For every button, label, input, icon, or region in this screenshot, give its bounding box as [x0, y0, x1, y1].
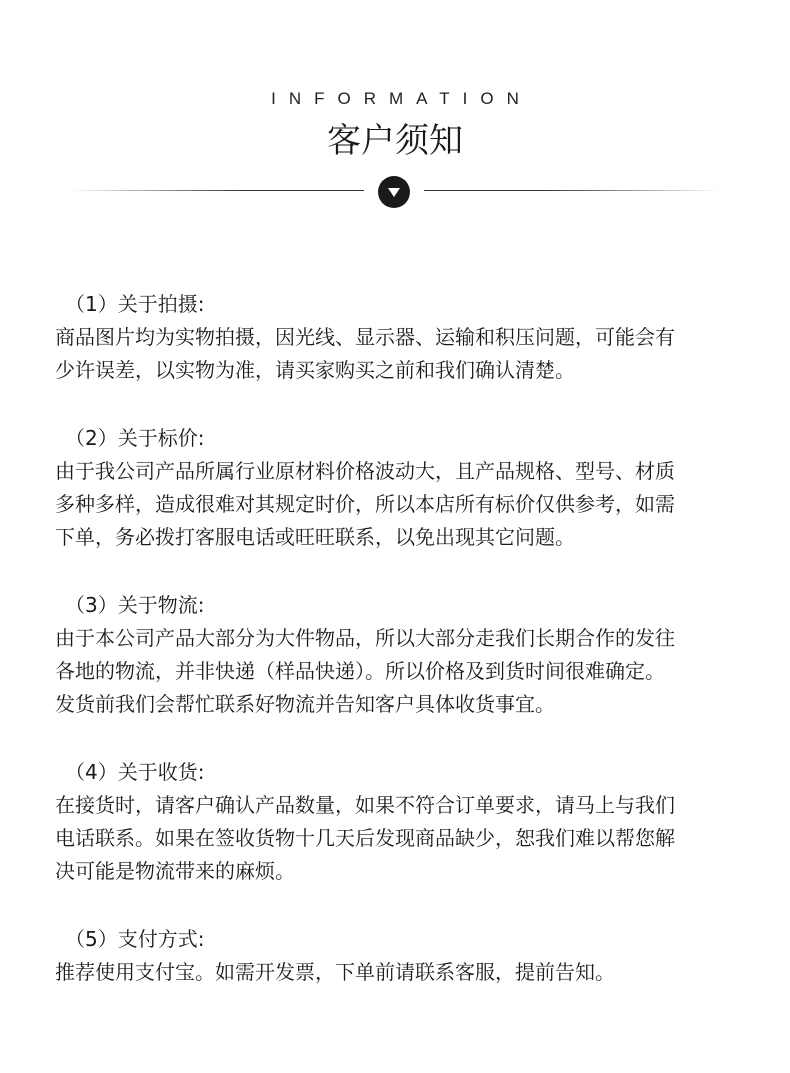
notice-content [55, 287, 745, 1023]
section-payment [55, 922, 745, 989]
section-body [55, 789, 745, 888]
section-photography [55, 287, 745, 387]
body-line: 发货前我们会帮忙联系好物流并告知客户具体收货事宜。 [55, 692, 555, 716]
body-line: 各地的物流，并非快递（样品快递）。所以价格及到货时间很难确定。 [55, 659, 665, 683]
body-line: 下单，务必拨打客服电话或旺旺联系，以免出现其它问题。 [55, 525, 575, 549]
divider-line-left [68, 190, 364, 191]
body-line: 多种多样，造成很难对其规定时价，所以本店所有标价仅供参考，如需 [55, 492, 675, 516]
divider-line-right [424, 190, 720, 191]
section-heading: （5）支付方式: [65, 927, 205, 951]
eyebrow-label: INFORMATION [271, 89, 532, 108]
section-body [55, 956, 745, 989]
body-line: 由于本公司产品大部分为大件物品，所以大部分走我们长期合作的发往 [55, 626, 675, 650]
section-heading: （4）关于收货: [65, 760, 205, 784]
body-line: 电话联系。如果在签收货物十几天后发现商品缺少，恕我们难以帮您解 [55, 826, 675, 850]
body-line: 少许误差，以实物为准，请买家购买之前和我们确认清楚。 [55, 358, 575, 382]
body-line: 推荐使用支付宝。如需开发票，下单前请联系客服，提前告知。 [55, 960, 615, 984]
section-body [55, 321, 745, 387]
body-line: 决可能是物流带来的麻烦。 [55, 859, 295, 883]
chevron-down-circle-icon [378, 176, 410, 208]
section-heading: （3）关于物流: [65, 593, 205, 617]
body-line: 在接货时，请客户确认产品数量，如果不符合订单要求，请马上与我们 [55, 793, 675, 817]
section-heading: （2）关于标价: [65, 426, 205, 450]
section-pricing [55, 421, 745, 554]
page-title: 客户须知 [327, 121, 463, 161]
section-heading: （1）关于拍摄: [65, 292, 205, 316]
body-line: 商品图片均为实物拍摄，因光线、显示器、运输和积压问题，可能会有 [55, 325, 675, 349]
section-body [55, 622, 745, 721]
title-divider [0, 176, 790, 206]
section-logistics [55, 588, 745, 721]
section-body [55, 455, 745, 554]
section-receiving [55, 755, 745, 888]
body-line: 由于我公司产品所属行业原材料价格波动大，且产品规格、型号、材质 [55, 459, 675, 483]
